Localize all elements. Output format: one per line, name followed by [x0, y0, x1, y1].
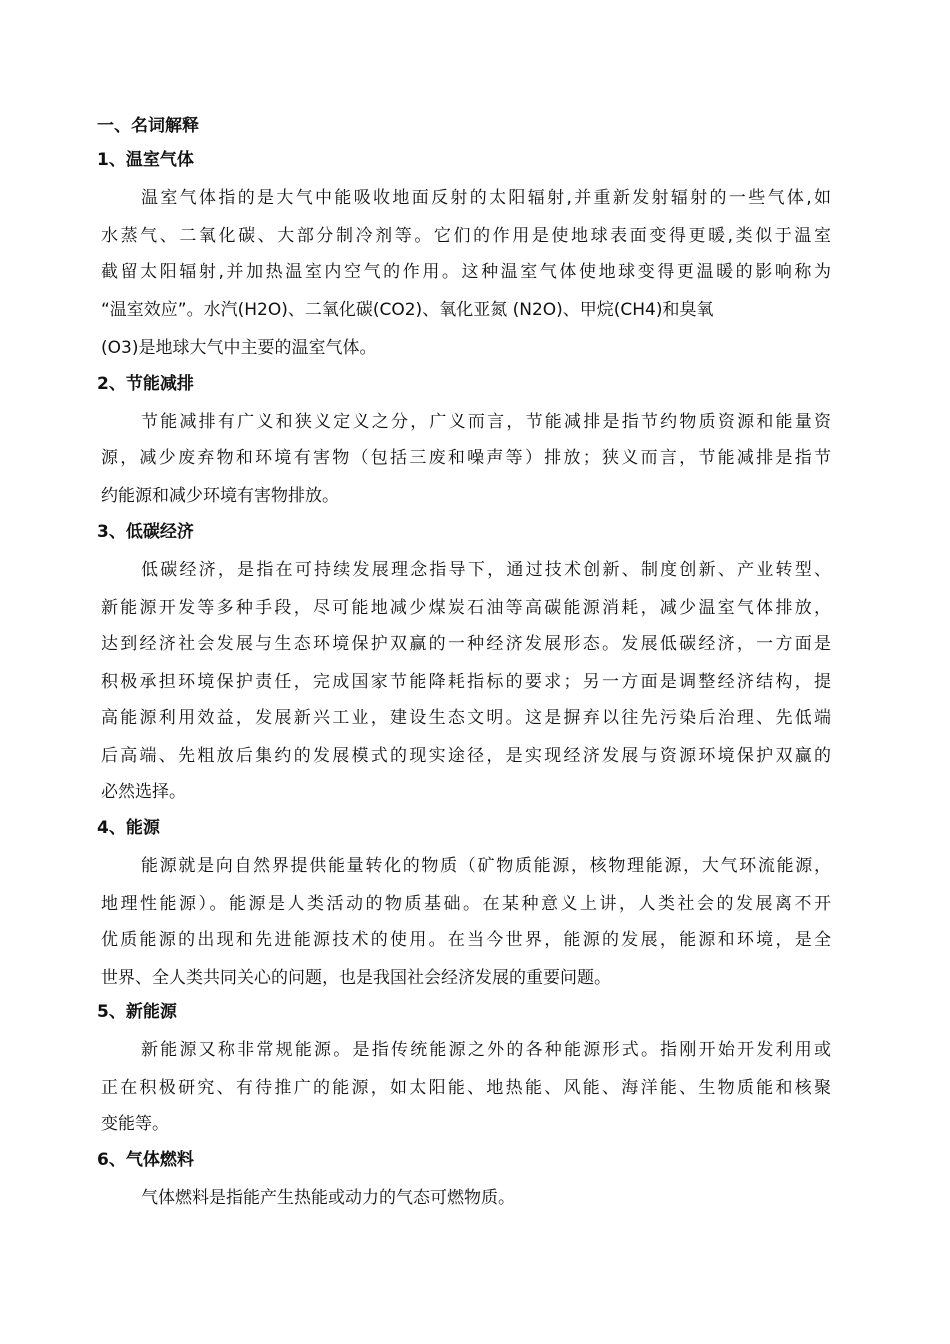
term-1-line-5: (O3)是地球大气中主要的温室气体。	[101, 338, 377, 358]
term-1-line-3: 截留太阳辐射,并加热温室内空气的作用。这种温室气体使地球变得更温暖的影响称为	[101, 262, 831, 282]
term-5-line-1: 新能源又称非常规能源。是指传统能源之外的各种能源形式。指刚开始开发利用或	[141, 1040, 831, 1060]
term-4-line-3: 优质能源的出现和先进能源技术的使用。在当今世界，能源的发展，能源和环境，是全	[101, 930, 831, 950]
section-title: 一、名词解释	[97, 116, 199, 136]
term-3-line-6: 后高端、先粗放后集约的发展模式的现实途径，是实现经济发展与资源环境保护双赢的	[101, 746, 831, 766]
term-heading-2: 2、节能减排	[97, 374, 194, 394]
term-heading-3: 3、低碳经济	[97, 522, 194, 542]
term-1-line-4: “温室效应”。水汽(H2O)、二氧化碳(CO2)、氧化亚氮 (N2O)、甲烷(CH4)和臭氧	[101, 300, 714, 320]
term-3-line-2: 新能源开发等多种手段，尽可能地减少煤炭石油等高碳能源消耗，减少温室气体排放，	[101, 598, 831, 618]
term-1-line-1: 温室气体指的是大气中能吸收地面反射的太阳辐射,并重新发射辐射的一些气体,如	[141, 188, 831, 208]
term-3-line-7: 必然选择。	[101, 782, 186, 802]
term-3-line-1: 低碳经济，是指在可持续发展理念指导下，通过技术创新、制度创新、产业转型、	[141, 560, 831, 580]
term-heading-1: 1、温室气体	[97, 150, 194, 170]
term-3-line-5: 高能源利用效益，发展新兴工业，建设生态文明。这是摒弃以往先污染后治理、先低端	[101, 708, 831, 728]
term-4-line-1: 能源就是向自然界提供能量转化的物质（矿物质能源，核物理能源，大气环流能源，	[141, 856, 831, 876]
term-5-line-2: 正在积极研究、有待推广的能源，如太阳能、地热能、风能、海洋能、生物质能和核聚	[101, 1078, 831, 1098]
term-heading-6: 6、气体燃料	[97, 1150, 194, 1170]
term-2-line-3: 约能源和减少环境有害物排放。	[101, 486, 339, 506]
term-3-line-3: 达到经济社会发展与生态环境保护双赢的一种经济发展形态。发展低碳经济，一方面是	[101, 634, 831, 654]
term-2-line-2: 源，减少废弃物和环境有害物（包括三废和噪声等）排放；狭义而言，节能减排是指节	[101, 448, 831, 468]
term-3-line-4: 积极承担环境保护责任，完成国家节能降耗指标的要求；另一方面是调整经济结构，提	[101, 672, 831, 692]
term-2-line-1: 节能减排有广义和狭义定义之分，广义而言，节能减排是指节约物质资源和能量资	[141, 412, 831, 432]
term-heading-5: 5、新能源	[97, 1002, 177, 1022]
term-heading-4: 4、能源	[97, 818, 160, 838]
term-4-line-4: 世界、全人类共同关心的问题，也是我国社会经济发展的重要问题。	[101, 968, 611, 988]
term-5-line-3: 变能等。	[101, 1114, 169, 1134]
term-1-line-2: 水蒸气、二氧化碳、大部分制冷剂等。它们的作用是使地球表面变得更暖,类似于温室	[101, 226, 831, 246]
term-4-line-2: 地理性能源）。能源是人类活动的物质基础。在某种意义上讲，人类社会的发展离不开	[101, 894, 831, 914]
term-6-line-1: 气体燃料是指能产生热能或动力的气态可燃物质。	[141, 1188, 515, 1208]
